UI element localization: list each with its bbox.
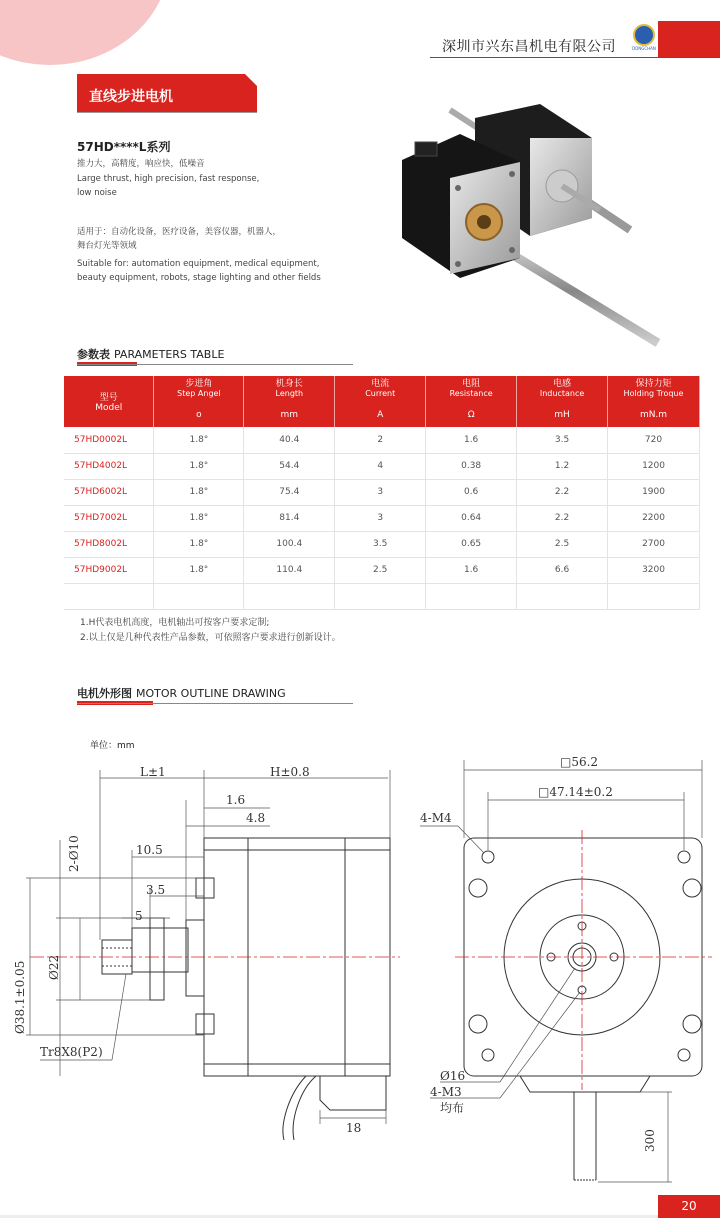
- dim-thread: Tr8X8(P2): [40, 1045, 103, 1059]
- table-row: [64, 453, 700, 479]
- applications-cn-1: 适用于：自动化设备，医疗设备，美容仪器，机器人，: [77, 227, 282, 237]
- outline-title-cn: 电机外形图: [77, 687, 132, 700]
- cell-step-angle: 1.8°: [154, 453, 244, 479]
- header-cn: 保持力矩: [635, 379, 672, 389]
- unit-step-angle: o: [154, 402, 244, 427]
- cell-current: 2: [335, 427, 426, 453]
- cell-length: [244, 583, 335, 609]
- cell-step-angle: 1.8°: [154, 531, 244, 557]
- header-en: Inductance: [539, 389, 585, 398]
- header-en: Current: [365, 389, 396, 398]
- features-en-1: Large thrust, high precision, fast response,: [77, 174, 260, 184]
- cell-holding-torque: 2200: [608, 505, 700, 531]
- cell-inductance: 6.6: [517, 557, 608, 583]
- cell-resistance: 1.6: [426, 557, 517, 583]
- table-row: [64, 505, 700, 531]
- cell-current: 2.5: [335, 557, 426, 583]
- cell-step-angle: 1.8°: [154, 505, 244, 531]
- header-holding-torque: [608, 376, 700, 402]
- dim-l: L±1: [140, 765, 166, 779]
- dim-phi38: Ø38.1±0.05: [13, 960, 27, 1034]
- dim-square-56: □56.2: [560, 755, 599, 769]
- header-resistance: [426, 376, 517, 402]
- front-view: [464, 838, 702, 1180]
- cell-holding-torque: 2700: [608, 531, 700, 557]
- unit-holding-torque: mN.m: [608, 402, 700, 427]
- header-step-angle: [154, 376, 244, 402]
- unit-label: 单位：mm: [90, 741, 135, 751]
- header-cn: 电流: [371, 379, 390, 389]
- cell-current: 3.5: [335, 531, 426, 557]
- dim-10-5: 10.5: [136, 843, 163, 857]
- cell-inductance: 1.2: [517, 453, 608, 479]
- cell-inductance: [517, 583, 608, 609]
- table-header-row: [64, 376, 700, 402]
- dim-2-phi10: 2-Ø10: [67, 835, 81, 872]
- cell-model: 57HD4002L: [64, 453, 154, 479]
- cell-current: 3: [335, 505, 426, 531]
- dim-phi22: Ø22: [47, 954, 61, 980]
- unit-length: mm: [244, 402, 335, 427]
- cell-inductance: 2.5: [517, 531, 608, 557]
- params-heading-line: [77, 364, 353, 365]
- header-en: Length: [275, 389, 304, 398]
- product-photo: [380, 98, 680, 358]
- table-notes: [80, 616, 341, 646]
- dim-4-m3: 4-M3: [430, 1085, 462, 1099]
- header-cn: 电感: [553, 379, 572, 389]
- corner-decoration: [0, 0, 170, 65]
- cell-step-angle: 1.8°: [154, 557, 244, 583]
- dim-h: H±0.8: [270, 765, 310, 779]
- applications-cn-2: 舞台灯光等领域: [77, 241, 137, 251]
- cell-length: 54.4: [244, 453, 335, 479]
- header-current: [335, 376, 426, 402]
- unit-resistance: Ω: [426, 402, 517, 427]
- company-logo: [632, 24, 656, 54]
- cell-step-angle: [154, 583, 244, 609]
- header-cn: 步进角: [185, 379, 213, 389]
- cell-holding-torque: 1200: [608, 453, 700, 479]
- table-row: [64, 557, 700, 583]
- header-en: Resistance: [449, 389, 493, 398]
- logo-circle-icon: [633, 24, 655, 46]
- table-row: [64, 479, 700, 505]
- cell-current: 4: [335, 453, 426, 479]
- dim-1-6: 1.6: [226, 793, 246, 807]
- cell-length: 110.4: [244, 557, 335, 583]
- cell-holding-torque: [608, 583, 700, 609]
- cell-inductance: 2.2: [517, 479, 608, 505]
- applications-en-1: Suitable for: automation equipment, medical equipment,: [77, 259, 320, 269]
- outline-heading: [77, 685, 286, 701]
- motor-outline-drawing: [0, 750, 720, 1190]
- outline-heading-line: [77, 703, 353, 704]
- dim-18: 18: [346, 1121, 362, 1135]
- params-title-en: PARAMETERS TABLE: [114, 348, 225, 361]
- dim-5: 5: [135, 909, 143, 923]
- company-name: 深圳市兴东昌机电有限公司: [442, 39, 616, 55]
- features-en-2: low noise: [77, 188, 117, 198]
- cell-resistance: 0.65: [426, 531, 517, 557]
- cell-length: 100.4: [244, 531, 335, 557]
- cell-length: 40.4: [244, 427, 335, 453]
- cell-resistance: 0.64: [426, 505, 517, 531]
- table-row: [64, 531, 700, 557]
- product-series: 57HD****L系列: [77, 140, 171, 154]
- cell-resistance: 0.38: [426, 453, 517, 479]
- note-1: 1.H代表电机高度，电机轴出可按客户要求定制;: [80, 618, 270, 628]
- dim-3-5: 3.5: [146, 883, 166, 897]
- header-model: [64, 376, 154, 427]
- logo-text: DONGCHAN: [632, 46, 656, 51]
- dim-4-8: 4.8: [246, 811, 266, 825]
- cell-holding-torque: 3200: [608, 557, 700, 583]
- cell-step-angle: 1.8°: [154, 427, 244, 453]
- cell-step-angle: 1.8°: [154, 479, 244, 505]
- table-unit-row: [64, 402, 700, 427]
- cell-model: 57HD8002L: [64, 531, 154, 557]
- table-row-empty: [64, 583, 700, 609]
- header-en: Model: [95, 403, 123, 413]
- header-en: Holding Troque: [623, 389, 684, 398]
- note-2: 2.以上仅是几种代表性产品参数，可依照客户要求进行创新设计。: [80, 633, 341, 643]
- header-cn: 型号: [99, 393, 118, 403]
- header-cn: 电阻: [462, 379, 481, 389]
- cell-length: 81.4: [244, 505, 335, 531]
- dim-uniform: 均布: [440, 1101, 465, 1115]
- table-row: [64, 427, 700, 453]
- header-red-block: [658, 21, 720, 57]
- unit-current: A: [335, 402, 426, 427]
- params-title-cn: 参数表: [77, 348, 110, 361]
- cell-current: 3: [335, 479, 426, 505]
- cell-model: 57HD0002L: [64, 427, 154, 453]
- outline-title-en: MOTOR OUTLINE DRAWING: [136, 687, 286, 700]
- cell-holding-torque: 1900: [608, 479, 700, 505]
- features-cn: 推力大，高精度，响应快，低噪音: [77, 159, 205, 169]
- cell-holding-torque: 720: [608, 427, 700, 453]
- cell-resistance: 1.6: [426, 427, 517, 453]
- header-divider: [430, 57, 720, 58]
- cell-model: 57HD9002L: [64, 557, 154, 583]
- header-length: [244, 376, 335, 402]
- cell-resistance: 0.6: [426, 479, 517, 505]
- cell-model: 57HD7002L: [64, 505, 154, 531]
- header-cn: 机身长: [275, 379, 303, 389]
- dim-lead-300: 300: [643, 1129, 657, 1152]
- cell-current: [335, 583, 426, 609]
- params-heading: [77, 346, 224, 362]
- cell-model: [64, 583, 154, 609]
- section-title: 直线步进电机: [77, 74, 257, 112]
- dim-phi16: Ø16: [440, 1069, 466, 1083]
- cell-length: 75.4: [244, 479, 335, 505]
- cell-inductance: 2.2: [517, 505, 608, 531]
- cell-resistance: [426, 583, 517, 609]
- title-underline: [77, 112, 257, 113]
- header-en: Step Angel: [177, 389, 221, 398]
- page-number: 20: [658, 1195, 720, 1218]
- dim-square-47: □47.14±0.2: [538, 785, 613, 799]
- dim-4-m4: 4-M4: [420, 811, 452, 825]
- parameters-table: [64, 376, 700, 610]
- applications-en-2: beauty equipment, robots, stage lighting and other fields: [77, 273, 321, 283]
- cell-model: 57HD6002L: [64, 479, 154, 505]
- unit-inductance: mH: [517, 402, 608, 427]
- header-inductance: [517, 376, 608, 402]
- cell-inductance: 3.5: [517, 427, 608, 453]
